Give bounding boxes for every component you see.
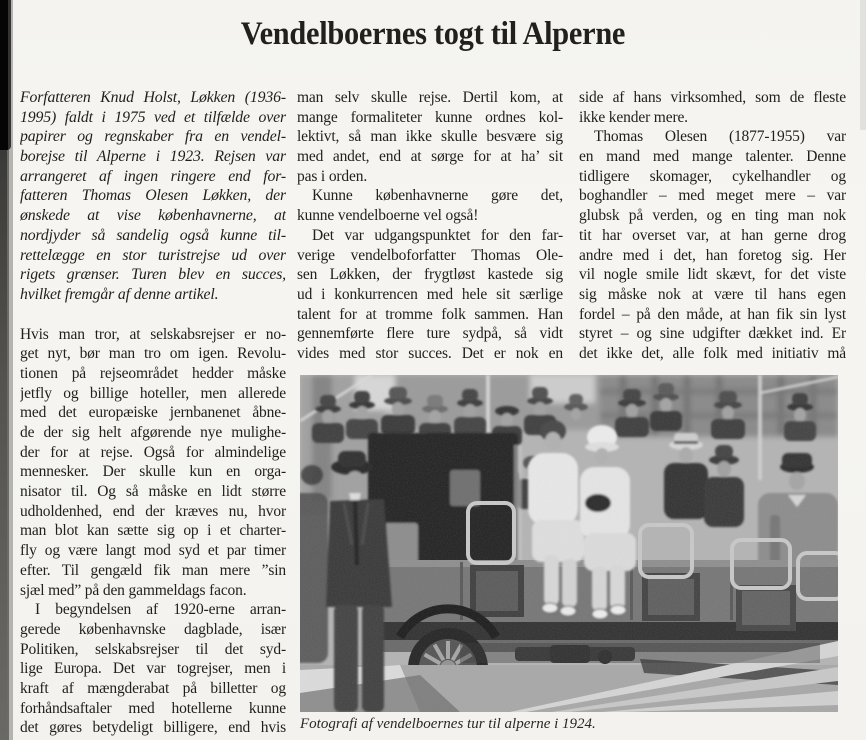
text-line: ønskede at vise københavnerne, at (20, 207, 286, 225)
text-line: gennemførte flere ture sydpå, så vidt (297, 325, 563, 343)
text-line: glubsk på verden, og en ting man nok (579, 207, 846, 225)
text-line: nisator til. Og så måske en lidt større (20, 483, 286, 501)
text-line: der for at rejse. Også for almindelige (20, 443, 286, 461)
text-line: arrangeret af ingen ringere end for- (20, 167, 286, 185)
paragraph (579, 88, 846, 127)
text-line: man blot kan sætte sig op i et charter- (20, 522, 286, 540)
text-line: get nyt, bør man tro om igen. Revolu- (20, 345, 286, 363)
text-line: efter. Til gengæld fik man mere ”sin (20, 561, 286, 579)
text-line: rigets grænser. Turen blev en succes, (20, 266, 286, 284)
text-line: gerede københavnske dagblade, især (20, 620, 286, 638)
text-line: forhåndsaftaler med hotellerne kunne (20, 699, 286, 717)
title-area (0, 14, 866, 55)
text-line: boghandler – med meget mere – var (579, 187, 846, 205)
text-line: Kunne københavnerne gøre det, (312, 187, 563, 205)
text-line: mennesker. Der skulle kun en orga- (20, 463, 286, 481)
text-line: de der sig helt afgørende nye mulighe- (20, 424, 286, 441)
text-line: ud i konkurrencen med hele sit særlige (297, 285, 563, 303)
page-title: Vendelboernes togt til Alperne (240, 16, 626, 52)
text-line: Hvis man tror, at selskabsrejser er no- (20, 325, 286, 343)
text-line: nordjyder så sandelig også kunne til- (20, 226, 286, 244)
text-line: sen Løkken, der frygtløst kastede sig (297, 266, 563, 284)
text-line: vides med stor succes. Det er nok en (297, 344, 563, 362)
text-line: rettelægge en stor turistrejse ud over (20, 246, 286, 264)
paragraph (297, 226, 563, 364)
text-line: Thomas Olesen (1877-1955) var (594, 128, 846, 146)
text-line: fordel – på den måde, at han fik sin lyst (579, 305, 846, 323)
paragraph (20, 325, 286, 601)
text-line: fatteren Thomas Olesen Løkken, der (20, 187, 286, 205)
text-line: tionen på rejseområdet hedder måske (20, 364, 286, 382)
text-line: lektivt, så man ikke skulle besvære sig (297, 128, 563, 146)
text-line: kraft af mængderabat på billetter og (20, 679, 286, 697)
paragraph (20, 600, 286, 738)
paragraph (579, 127, 846, 363)
text-column-2 (297, 88, 563, 364)
text-line: ikke kender mere. (579, 108, 688, 126)
text-line: man selv skulle rejse. Dertil kom, at (297, 89, 563, 106)
historical-photo (300, 375, 838, 712)
text-line: talent for at tromme folk sammen. Han (297, 305, 563, 323)
text-line: det ikke det, alle folk med initiativ må (579, 344, 846, 362)
text-line: Politiken, selskabsrejser til det syd- (20, 640, 286, 658)
text-line: kunne vendelboerne vel også! (297, 207, 479, 225)
text-line: pas i orden. (297, 167, 368, 185)
photo-caption: Fotografi af vendelboernes tur til alperne i 1924. (300, 716, 596, 732)
text-line: styret – og sine udgifter dækket ind. Er (579, 325, 846, 343)
text-line: 1995) faldt i 1975 ved et tilfælde over (20, 108, 286, 126)
text-line: udholdenhed, end der kræves nu, hvor (20, 502, 286, 520)
paragraph (297, 186, 563, 225)
text-line: tidligere skomager, cykelhandler og (579, 167, 846, 185)
scan-edge-artifact (0, 0, 16, 740)
text-line: side af hans virksomhed, som de fleste (579, 89, 846, 106)
text-column-1 (20, 88, 286, 738)
text-line: Forfatteren Knud Holst, Løkken (1936- (20, 89, 286, 106)
text-line: papirer og regnskaber fra en vendel- (20, 128, 286, 146)
text-line: med andet, end at sørge for at ha’ sit (297, 148, 563, 166)
text-line: fly og være langt mod syd et par timer (20, 542, 286, 560)
paragraph (20, 88, 286, 305)
text-line: jetfly og billige hoteller, men allerede (20, 384, 286, 402)
text-column-3 (579, 88, 846, 364)
text-line: Det var udgangspunktet for den far- (312, 226, 563, 244)
text-line: mange formaliteter kunne ordnes kol- (297, 108, 563, 126)
text-line: hvilket fremgår af denne artikel. (20, 285, 219, 303)
text-line: vil nogle smile lidt skævt, for det viste (579, 266, 846, 284)
text-line: med det europæiske jernbanenet åbne- (20, 404, 286, 422)
text-line: det gøres betydeligt billigere, end hvis (20, 719, 286, 737)
paragraph (297, 88, 563, 186)
text-line: sig måske nok at være til hans egen (579, 285, 846, 303)
text-line: andre med i det, han foretog sig. Her (579, 246, 846, 264)
text-line: lige Europa. Det var togrejser, men i (20, 660, 286, 678)
text-line: en mand med mange talenter. Denne (579, 148, 846, 166)
photo-grain (300, 375, 838, 712)
text-line: verige vendelboforfatter Thomas Ole- (297, 246, 563, 264)
photo-illustration (300, 375, 838, 712)
text-line: tit har overset var, at han gerne drog (579, 226, 846, 244)
text-line: borejse til Alperne i 1923. Rejsen var (20, 148, 286, 166)
text-line: sjæl med” på den gammeldags facon. (20, 581, 247, 599)
text-line: I begyndelsen af 1920-erne arran- (35, 601, 286, 619)
